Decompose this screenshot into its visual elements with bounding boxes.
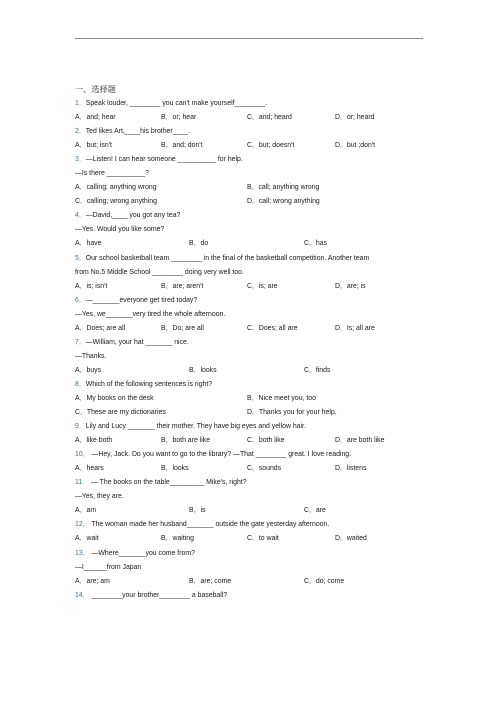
question-item: [75, 448, 423, 476]
options-row: [75, 139, 423, 153]
answer-option[interactable]: B．Do; are all: [161, 324, 204, 332]
answer-option[interactable]: B．looks: [189, 366, 217, 374]
question-line: [75, 125, 423, 139]
options-row: [75, 504, 423, 518]
question-number: 11．: [75, 479, 90, 487]
answer-option[interactable]: B．and; don't: [161, 142, 203, 150]
answer-option[interactable]: A．calling; anything wrong: [75, 184, 157, 192]
question-line: [75, 378, 423, 392]
question-line: [75, 167, 423, 181]
question-stem: —_______everyone get tired today?: [85, 296, 198, 304]
question-item: [75, 153, 423, 209]
question-line: [75, 350, 423, 364]
answer-option[interactable]: B．is: [189, 507, 206, 515]
answer-option[interactable]: B．waiting: [161, 535, 194, 543]
question-number: 9．: [75, 423, 86, 431]
question-number: 4．: [75, 212, 86, 220]
question-stem: —Yes, we_______very tired the whole afternoon.: [75, 310, 226, 318]
question-line: [75, 547, 423, 561]
question-number: 8．: [75, 380, 86, 388]
answer-option[interactable]: B．are; come: [189, 577, 232, 585]
answer-option[interactable]: C．are: [304, 507, 326, 515]
question-line: [75, 97, 423, 111]
answer-option[interactable]: D．Thanks you for your help.: [247, 409, 337, 417]
question-item: [75, 518, 423, 546]
question-line: [75, 294, 423, 308]
options-row: [75, 392, 423, 406]
question-stem: —Hey, Jack. Do you want to go to the library? —That ________ great. I love reading.: [91, 451, 352, 459]
answer-option[interactable]: A．My books on the desk: [75, 394, 154, 402]
question-stem: The woman made her husband_______ outside the gate yesterday afternoon.: [91, 521, 330, 529]
question-item: [75, 378, 423, 420]
answer-option[interactable]: C．Does; all are: [247, 324, 298, 332]
question-line: [75, 518, 423, 532]
question-number: 6．: [75, 296, 86, 304]
options-row: [75, 406, 423, 420]
options-row: [75, 322, 423, 336]
question-line: [75, 209, 423, 223]
answer-option[interactable]: C．calling; wrong anything: [75, 198, 157, 206]
question-item: [75, 97, 423, 125]
question-line: [75, 223, 423, 237]
options-row: [75, 532, 423, 546]
question-number: 7．: [75, 338, 86, 346]
answer-option[interactable]: C．finds: [304, 366, 331, 374]
question-stem: ________your brother________ a baseball?: [91, 591, 228, 599]
answer-option[interactable]: A．am: [75, 507, 97, 515]
question-stem: Lily and Lucy _______ their mother. They have big eyes and yellow hair.: [85, 423, 306, 431]
answer-option[interactable]: D．Is; all are: [335, 324, 375, 332]
question-stem: from No.5 Middle School ________ doing very well too.: [75, 268, 244, 276]
question-stem: —Yes, they are.: [75, 493, 124, 501]
question-stem: — The books on the table_________ Mike's, right?: [90, 479, 247, 487]
question-number: 10．: [75, 451, 90, 459]
question-list: [75, 83, 423, 603]
question-line: [75, 266, 423, 280]
question-line: [75, 420, 423, 434]
answer-option[interactable]: D．but ;don't: [335, 142, 376, 150]
question-stem: —Is there __________?: [75, 170, 149, 178]
options-row: [75, 364, 423, 378]
answer-option[interactable]: A．but; isn't: [75, 142, 112, 150]
answer-option[interactable]: B．both are like: [161, 437, 211, 445]
answer-option[interactable]: C．These are my dictionaries: [75, 409, 166, 417]
options-row: [75, 111, 423, 125]
answer-option[interactable]: C．and; heard: [247, 114, 292, 122]
options-row: [75, 462, 423, 476]
options-row: [75, 434, 423, 448]
answer-option[interactable]: B．are; aren't: [161, 282, 204, 290]
answer-option[interactable]: B．do: [189, 240, 209, 248]
question-number: 1．: [75, 100, 86, 107]
answer-option[interactable]: C．to wait: [247, 535, 279, 543]
answer-option[interactable]: A．Does; are all: [75, 324, 126, 332]
question-number: 2．: [75, 128, 86, 136]
answer-option[interactable]: C．has: [304, 240, 327, 248]
question-item: [75, 476, 423, 518]
question-stem: —David,____ you got any tea?: [85, 212, 181, 220]
question-item: [75, 420, 423, 448]
answer-option[interactable]: C．sounds: [247, 465, 282, 473]
question-stem: Which of the following sentences is right?: [85, 380, 213, 388]
question-stem: —Yes. Would you like some?: [75, 226, 165, 234]
answer-option[interactable]: A．and; hear: [75, 114, 116, 122]
question-item: [75, 125, 423, 153]
question-line: [75, 561, 423, 575]
answer-option[interactable]: C．both like: [247, 437, 285, 445]
options-row: [75, 181, 423, 195]
options-row: [75, 195, 423, 209]
options-row: [75, 280, 423, 294]
question-line: [75, 476, 423, 490]
question-stem: —Thanks.: [75, 352, 107, 360]
question-line: [75, 448, 423, 462]
question-item: [75, 252, 423, 294]
answer-option[interactable]: B．or; hear: [161, 114, 197, 122]
answer-option[interactable]: D．or; heard: [335, 114, 375, 122]
question-line: [75, 490, 423, 504]
answer-option[interactable]: B．call; anything wrong: [247, 184, 320, 192]
section-title: 一、选择题: [75, 85, 116, 94]
question-item: [75, 589, 423, 603]
answer-option[interactable]: B．looks: [161, 465, 189, 473]
question-number: 3．: [75, 156, 86, 164]
options-row: [75, 575, 423, 589]
question-line: [75, 252, 423, 266]
answer-option[interactable]: A．have: [75, 240, 102, 248]
answer-option[interactable]: A．wait: [75, 535, 99, 543]
answer-option[interactable]: A．is; isn't: [75, 282, 108, 290]
question-stem: —I______from Japan: [75, 563, 142, 571]
question-item: [75, 294, 423, 336]
answer-option[interactable]: A．like both: [75, 437, 113, 445]
options-row: [75, 237, 423, 251]
question-line: [75, 589, 423, 603]
question-item: [75, 209, 423, 251]
question-line: [75, 336, 423, 350]
answer-option[interactable]: C．do; come: [304, 577, 345, 585]
answer-option[interactable]: D．listens: [335, 465, 367, 473]
question-number: 14．: [75, 591, 90, 599]
answer-option[interactable]: C．but; doesn't: [247, 142, 295, 150]
question-stem: —William, your hat _______ nice.: [85, 338, 189, 346]
header-rule: [75, 38, 423, 39]
question-stem: Speak louder, ________ you can't make yourself________.: [85, 100, 268, 107]
answer-option[interactable]: D．call; wrong anything: [247, 198, 320, 206]
question-number: 13．: [75, 549, 90, 557]
question-number: 12．: [75, 521, 90, 529]
question-number: 5．: [75, 254, 86, 262]
question-line: [75, 308, 423, 322]
question-stem: —Listen! I can hear someone __________ for help.: [85, 156, 243, 164]
answer-option[interactable]: A．are; am: [75, 577, 110, 585]
question-stem: Ted likes Art,____his brother____.: [85, 128, 190, 136]
answer-option[interactable]: D．waited: [335, 535, 367, 543]
answer-option[interactable]: D．are both like: [335, 437, 385, 445]
question-item: [75, 547, 423, 589]
answer-option[interactable]: C．is; are: [247, 282, 278, 290]
answer-option[interactable]: B．Nice meet you, too: [247, 394, 316, 402]
question-item: [75, 336, 423, 378]
question-line: [75, 153, 423, 167]
answer-option[interactable]: D．are; is: [335, 282, 366, 290]
answer-option[interactable]: A．hears: [75, 465, 104, 473]
question-stem: —Where_______you come from?: [91, 549, 195, 557]
answer-option[interactable]: A．buys: [75, 366, 102, 374]
question-stem: Our school basketball team ________ in the final of the basketball competition. Another team: [85, 254, 370, 262]
